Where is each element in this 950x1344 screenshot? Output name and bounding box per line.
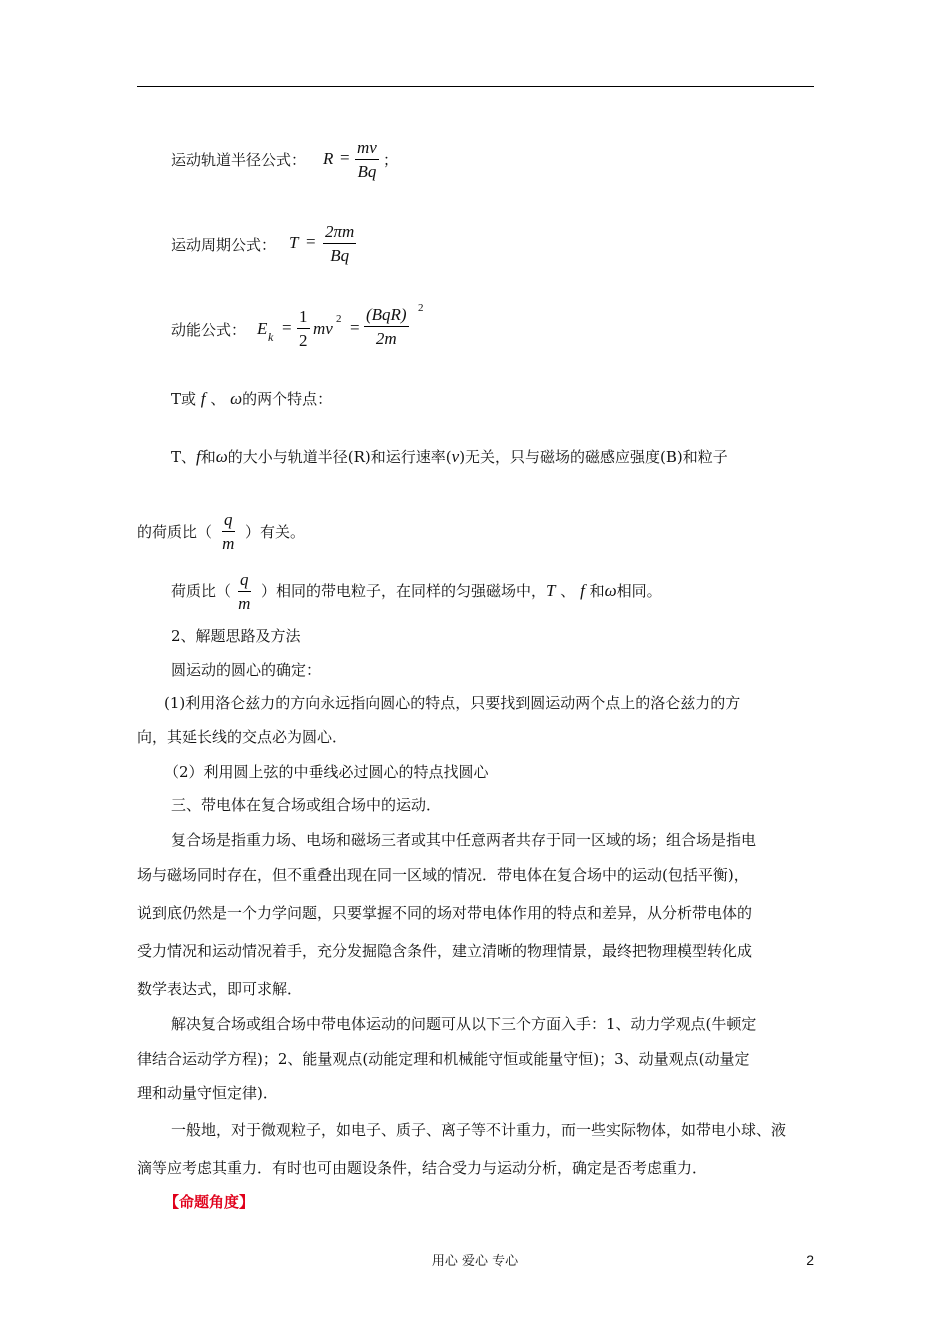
period-denominator: Bq xyxy=(330,246,350,265)
paragraph-line: 解决复合场或组合场中带电体运动的问题可从以下三个方面入手：1、动力学观点(牛顿定 xyxy=(171,1015,757,1033)
text-fragment: 、 xyxy=(210,390,226,408)
text-fragment: ）相同的带电粒子，在同样的匀强磁场中， xyxy=(261,582,547,600)
period-fraction xyxy=(323,222,356,266)
text-fragment: T或 xyxy=(171,390,197,408)
paragraph-line: 滴等应考虑其重力．有时也可由题设条件，结合受力与运动分析，确定是否考虑重力． xyxy=(137,1159,708,1177)
text-fragment: ）有关。 xyxy=(245,523,306,541)
radius-lhs: R xyxy=(323,149,334,168)
paragraph-line: （2）利用圆上弦的中垂线必过圆心的特点找圆心 xyxy=(164,763,489,781)
text-fragment: )无关，只与磁场的磁感应强度(B)和粒子 xyxy=(459,448,728,466)
text-fragment: 的两个特点： xyxy=(242,390,333,408)
header-rule xyxy=(137,86,814,87)
footer-text: 用心 爱心 专心 xyxy=(431,1254,519,1269)
paragraph-line: 场与磁场同时存在，但不重叠出现在同一区域的情况．带电体在复合场中的运动(包括平衡)， xyxy=(137,866,749,884)
page-number: 2 xyxy=(806,1252,814,1268)
kinetic-fraction xyxy=(364,305,409,349)
kinetic-numerator-exponent: 2 xyxy=(418,302,424,314)
half-numerator: 1 xyxy=(297,307,310,329)
symbol-f: f xyxy=(196,447,201,466)
t-description-line1 xyxy=(171,447,728,467)
fraction-q: q xyxy=(222,510,235,532)
text-fragment: 和 xyxy=(589,582,605,600)
text-fragment: T、 xyxy=(171,448,197,466)
radius-fraction xyxy=(355,138,379,182)
section-heading: 【命题角度】 xyxy=(164,1193,255,1211)
symbol-omega: ω xyxy=(604,581,617,600)
radius-numerator: mv xyxy=(355,138,379,160)
half-denominator: 2 xyxy=(299,331,308,350)
radius-eq: = xyxy=(340,148,350,167)
paragraph-line: 受力情况和运动情况着手，充分发掘隐含条件，建立清晰的物理情景，最终把物理模型转化成 xyxy=(137,942,753,960)
text-fragment: 荷质比（ xyxy=(171,582,232,600)
radius-tail: ； xyxy=(383,151,399,169)
method-heading: 2、解题思路及方法 xyxy=(171,627,301,645)
kinetic-numerator: (BqR) xyxy=(364,305,409,327)
period-label: 运动周期公式： xyxy=(171,236,277,254)
paragraph-line: 理和动量守恒定律)． xyxy=(137,1084,278,1102)
symbol-f: f xyxy=(580,581,585,600)
kinetic-mv: mv xyxy=(313,319,333,338)
text-fragment: 的荷质比（ xyxy=(137,523,213,541)
half-fraction xyxy=(297,307,310,351)
symbol-f: f xyxy=(200,389,206,408)
text-fragment: 的大小与轨道半径(R)和运行速率( xyxy=(227,448,452,466)
ratio-fraction xyxy=(238,570,251,614)
kinetic-mv-exponent: 2 xyxy=(336,313,342,325)
kinetic-label: 动能公式： xyxy=(171,321,247,339)
paragraph-line: 说到底仍然是一个力学问题，只要掌握不同的场对带电体作用的特点和差异，从分析带电体的 xyxy=(137,904,753,922)
kinetic-eq2: = xyxy=(350,318,360,337)
period-numerator: 2πm xyxy=(323,222,356,244)
symbol-T: T xyxy=(546,581,556,600)
kinetic-lhs: E xyxy=(257,319,268,338)
section-three-heading: 三、带电体在复合场或组合场中的运动． xyxy=(171,796,442,814)
fraction-q: q xyxy=(238,570,251,592)
charge-mass-fraction xyxy=(222,510,235,554)
symbol-v: v xyxy=(451,447,460,466)
paragraph-line: (1)利用洛仑兹力的方向永远指向圆心的特点，只要找到圆运动两个点上的洛仑兹力的方 xyxy=(164,694,741,712)
paragraph-line: 圆运动的圆心的确定： xyxy=(171,661,322,679)
period-lhs: T xyxy=(289,233,299,252)
fraction-m: m xyxy=(222,534,235,553)
kinetic-denominator: 2m xyxy=(375,329,397,348)
paragraph-line: 律结合运动学方程)；2、能量观点(动能定理和机械能守恒或能量守恒)；3、动量观点(动量定 xyxy=(137,1050,750,1068)
period-eq: = xyxy=(306,232,316,251)
symbol-omega: ω xyxy=(230,389,243,408)
text-fragment: 和 xyxy=(200,448,216,466)
paragraph-line: 向，其延长线的交点必为圆心． xyxy=(137,728,348,746)
paragraph-line: 一般地，对于微观粒子，如电子、质子、离子等不计重力，而一些实际物体，如带电小球、液 xyxy=(171,1121,787,1139)
symbol-omega: ω xyxy=(215,447,228,466)
fraction-m: m xyxy=(238,594,251,613)
ratio-line-rest xyxy=(261,581,662,601)
t-features-heading xyxy=(171,389,332,409)
kinetic-subscript: k xyxy=(268,330,274,344)
text-fragment: 、 xyxy=(560,582,576,600)
paragraph-line: 复合场是指重力场、电场和磁场三者或其中任意两者共存于同一区域的场；组合场是指电 xyxy=(171,831,757,849)
radius-denominator: Bq xyxy=(357,162,377,181)
paragraph-line: 数学表达式，即可求解． xyxy=(137,980,303,998)
radius-label: 运动轨道半径公式： xyxy=(171,151,307,169)
kinetic-eq1: = xyxy=(282,318,292,337)
text-fragment: 相同。 xyxy=(616,582,662,600)
